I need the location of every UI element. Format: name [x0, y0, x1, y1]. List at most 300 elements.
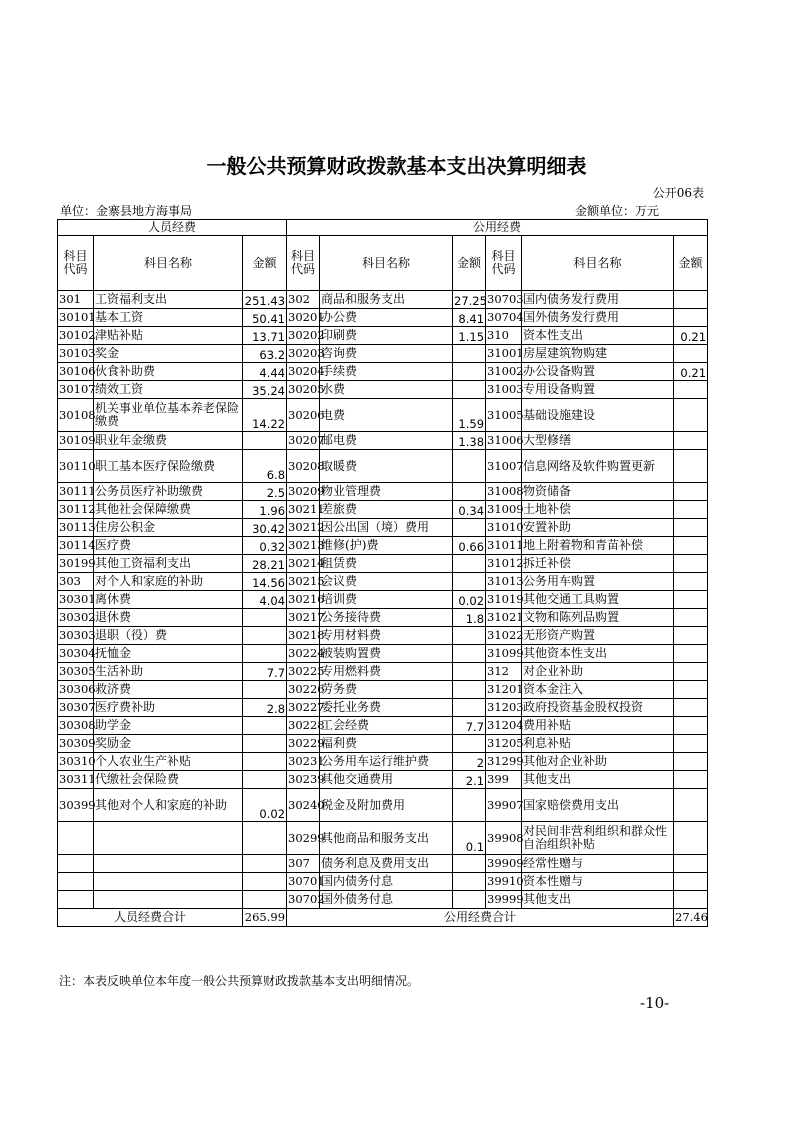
page-title: 一般公共预算财政拨款基本支出决算明细表 [206, 154, 587, 178]
personnel-code: 30304 [58, 645, 94, 663]
amount-header: 金额 [674, 236, 708, 291]
personnel-code: 30307 [58, 699, 94, 717]
unit-label: 单位：金寨县地方海事局 [60, 204, 193, 218]
public-code: 31203 [486, 699, 522, 717]
expense-table [57, 219, 708, 927]
public-amount: 0.21 [674, 327, 708, 345]
public-amount: 1.59 [453, 399, 486, 432]
table-row [58, 735, 708, 753]
personnel-name: 其他社会保障缴费 [94, 501, 243, 519]
public-amount [674, 681, 708, 699]
public-code: 31009 [486, 501, 522, 519]
public-name: 土地补偿 [522, 501, 674, 519]
public-name: 委托业务费 [320, 699, 453, 717]
public-code: 31299 [486, 753, 522, 771]
public-amount [674, 645, 708, 663]
personnel-code: 30109 [58, 432, 94, 450]
table-row [58, 291, 708, 309]
public-code: 30226 [287, 681, 320, 699]
public-name: 对民间非营利组织和群众性自治组织补贴 [522, 822, 674, 855]
public-code: 31008 [486, 483, 522, 501]
table-row [58, 609, 708, 627]
public-amount [674, 822, 708, 855]
public-name: 资本性赠与 [522, 873, 674, 891]
public-amount: 0.34 [453, 501, 486, 519]
personnel-name: 奖金 [94, 345, 243, 363]
public-name: 政府投资基金股权投资 [522, 699, 674, 717]
public-amount [674, 519, 708, 537]
public-code: 31001 [486, 345, 522, 363]
table-row [58, 822, 708, 855]
personnel-amount: 35.24 [243, 381, 287, 399]
personnel-name: 奖励金 [94, 735, 243, 753]
personnel-name: 医疗费补助 [94, 699, 243, 717]
name-header: 科目名称 [94, 236, 243, 291]
personnel-amount [243, 891, 287, 909]
personnel-code: 301 [58, 291, 94, 309]
personnel-code: 30399 [58, 789, 94, 822]
personnel-name: 其他工资福利支出 [94, 555, 243, 573]
personnel-amount: 4.04 [243, 591, 287, 609]
public-name: 差旅费 [320, 501, 453, 519]
public-code: 31201 [486, 681, 522, 699]
public-code: 399 [486, 771, 522, 789]
table-row [58, 483, 708, 501]
name-header: 科目名称 [320, 236, 453, 291]
public-code: 31006 [486, 432, 522, 450]
public-code: 30229 [287, 735, 320, 753]
personnel-amount: 13.71 [243, 327, 287, 345]
public-amount: 0.66 [453, 537, 486, 555]
personnel-code: 30101 [58, 309, 94, 327]
public-amount [674, 873, 708, 891]
personnel-code: 30111 [58, 483, 94, 501]
public-amount [453, 735, 486, 753]
personnel-name: 其他对个人和家庭的补助 [94, 789, 243, 822]
personnel-header: 人员经费 [58, 220, 287, 236]
table-row [58, 873, 708, 891]
public-name: 费用补贴 [522, 717, 674, 735]
personnel-amount: 2.5 [243, 483, 287, 501]
personnel-name [94, 891, 243, 909]
public-code: 30204 [287, 363, 320, 381]
public-name: 其他对企业补助 [522, 753, 674, 771]
public-name: 物业管理费 [320, 483, 453, 501]
public-code: 30703 [486, 291, 522, 309]
personnel-code: 30301 [58, 591, 94, 609]
public-amount [453, 345, 486, 363]
personnel-code [58, 855, 94, 873]
public-code: 30218 [287, 627, 320, 645]
personnel-name [94, 855, 243, 873]
public-code: 30704 [486, 309, 522, 327]
public-name: 文物和陈列品购置 [522, 609, 674, 627]
public-code: 30216 [287, 591, 320, 609]
personnel-amount: 0.02 [243, 789, 287, 822]
money-unit-label: 金额单位：万元 [575, 204, 660, 218]
public-name: 拆迁补偿 [522, 555, 674, 573]
personnel-code: 30108 [58, 399, 94, 432]
personnel-name: 职业年金缴费 [94, 432, 243, 450]
personnel-name: 基本工资 [94, 309, 243, 327]
public-code: 30231 [287, 753, 320, 771]
public-code: 30701 [287, 873, 320, 891]
amount-header: 金额 [243, 236, 287, 291]
public-code: 31099 [486, 645, 522, 663]
public-amount [674, 627, 708, 645]
public-name: 基础设施建设 [522, 399, 674, 432]
personnel-code: 30302 [58, 609, 94, 627]
table-row [58, 327, 708, 345]
public-name: 会议费 [320, 573, 453, 591]
personnel-name: 助学金 [94, 717, 243, 735]
public-name: 其他资本性支出 [522, 645, 674, 663]
public-code: 302 [287, 291, 320, 309]
public-code: 30702 [287, 891, 320, 909]
personnel-name: 住房公积金 [94, 519, 243, 537]
public-code: 307 [287, 855, 320, 873]
public-code: 31204 [486, 717, 522, 735]
personnel-name: 退职（役）费 [94, 627, 243, 645]
public-code: 30201 [287, 309, 320, 327]
public-amount: 2.1 [453, 771, 486, 789]
public-amount: 0.02 [453, 591, 486, 609]
public-name: 专用材料费 [320, 627, 453, 645]
personnel-name: 机关事业单位基本养老保险缴费 [94, 399, 243, 432]
public-code: 39910 [486, 873, 522, 891]
public-amount: 0.1 [453, 822, 486, 855]
public-code: 30213 [287, 537, 320, 555]
code-header: 科目代码 [287, 236, 320, 291]
public-amount: 1.8 [453, 609, 486, 627]
public-code: 30208 [287, 450, 320, 483]
public-name: 公务用车购置 [522, 573, 674, 591]
personnel-amount [243, 645, 287, 663]
personnel-code: 30311 [58, 771, 94, 789]
public-name: 专用燃料费 [320, 663, 453, 681]
public-name: 电费 [320, 399, 453, 432]
public-amount [453, 519, 486, 537]
personnel-code: 30102 [58, 327, 94, 345]
public-amount: 7.7 [453, 717, 486, 735]
public-name: 劳务费 [320, 681, 453, 699]
public-amount: 27.25 [453, 291, 486, 309]
personnel-code: 30110 [58, 450, 94, 483]
public-name: 信息网络及软件购置更新 [522, 450, 674, 483]
table-row [58, 645, 708, 663]
public-code: 30225 [287, 663, 320, 681]
table-row [58, 432, 708, 450]
public-amount [674, 450, 708, 483]
public-name: 无形资产购置 [522, 627, 674, 645]
table-row [58, 381, 708, 399]
personnel-amount: 6.8 [243, 450, 287, 483]
public-amount [674, 309, 708, 327]
public-name: 租赁费 [320, 555, 453, 573]
personnel-name: 公务员医疗补助缴费 [94, 483, 243, 501]
personnel-amount [243, 681, 287, 699]
public-code: 30206 [287, 399, 320, 432]
public-name: 水费 [320, 381, 453, 399]
public-amount [674, 483, 708, 501]
personnel-code: 30114 [58, 537, 94, 555]
personnel-amount: 50.41 [243, 309, 287, 327]
public-name: 经常性赠与 [522, 855, 674, 873]
personnel-code: 30103 [58, 345, 94, 363]
public-name: 邮电费 [320, 432, 453, 450]
table-row [58, 681, 708, 699]
personnel-amount: 1.96 [243, 501, 287, 519]
public-name: 其他支出 [522, 891, 674, 909]
public-amount [674, 291, 708, 309]
public-amount: 8.41 [453, 309, 486, 327]
public-code: 30203 [287, 345, 320, 363]
public-name: 国内债务付息 [320, 873, 453, 891]
public-code: 30209 [287, 483, 320, 501]
table-row [58, 891, 708, 909]
table-row [58, 345, 708, 363]
public-name: 维修(护)费 [320, 537, 453, 555]
personnel-name: 退休费 [94, 609, 243, 627]
personnel-amount [243, 855, 287, 873]
public-name: 印刷费 [320, 327, 453, 345]
form-number: 公开06表 [652, 186, 704, 200]
public-amount [674, 381, 708, 399]
public-name: 资本金注入 [522, 681, 674, 699]
public-code: 39999 [486, 891, 522, 909]
personnel-amount: 7.7 [243, 663, 287, 681]
personnel-name [94, 873, 243, 891]
public-name: 其他交通费用 [320, 771, 453, 789]
public-amount [674, 891, 708, 909]
public-name: 其他商品和服务支出 [320, 822, 453, 855]
public-name: 办公费 [320, 309, 453, 327]
table-row [58, 789, 708, 822]
public-name: 工会经费 [320, 717, 453, 735]
public-name: 国内债务发行费用 [522, 291, 674, 309]
table-row [58, 450, 708, 483]
personnel-amount: 30.42 [243, 519, 287, 537]
table-row [58, 753, 708, 771]
personnel-name: 救济费 [94, 681, 243, 699]
public-amount: 1.15 [453, 327, 486, 345]
public-code: 30227 [287, 699, 320, 717]
public-amount [453, 573, 486, 591]
personnel-name [94, 822, 243, 855]
public-code: 31205 [486, 735, 522, 753]
public-amount [674, 432, 708, 450]
public-code: 310 [486, 327, 522, 345]
personnel-code: 30305 [58, 663, 94, 681]
public-code: 30215 [287, 573, 320, 591]
personnel-amount: 14.56 [243, 573, 287, 591]
footnote: 注：本表反映单位本年度一般公共预算财政拨款基本支出明细情况。 [59, 974, 420, 988]
public-name: 商品和服务支出 [320, 291, 453, 309]
public-name: 大型修缮 [522, 432, 674, 450]
public-name: 债务利息及费用支出 [320, 855, 453, 873]
public-name: 因公出国（境）费用 [320, 519, 453, 537]
public-amount [674, 345, 708, 363]
public-amount [674, 537, 708, 555]
amount-header: 金额 [453, 236, 486, 291]
personnel-amount [243, 822, 287, 855]
public-name: 安置补助 [522, 519, 674, 537]
public-name: 公务接待费 [320, 609, 453, 627]
personnel-name: 医疗费 [94, 537, 243, 555]
public-name: 税金及附加费用 [320, 789, 453, 822]
public-code: 39909 [486, 855, 522, 873]
public-name: 培训费 [320, 591, 453, 609]
public-code: 30224 [287, 645, 320, 663]
public-amount [453, 450, 486, 483]
public-name: 国家赔偿费用支出 [522, 789, 674, 822]
public-name: 对企业补助 [522, 663, 674, 681]
public-name: 手续费 [320, 363, 453, 381]
table-row [58, 363, 708, 381]
personnel-code: 30309 [58, 735, 94, 753]
public-code: 30228 [287, 717, 320, 735]
personnel-code: 30310 [58, 753, 94, 771]
personnel-name: 代缴社会保险费 [94, 771, 243, 789]
public-code: 30205 [287, 381, 320, 399]
personnel-name: 职工基本医疗保险缴费 [94, 450, 243, 483]
personnel-name: 离休费 [94, 591, 243, 609]
public-name: 被装购置费 [320, 645, 453, 663]
public-code: 31007 [486, 450, 522, 483]
personnel-code [58, 891, 94, 909]
public-code: 31013 [486, 573, 522, 591]
public-amount [674, 399, 708, 432]
table-row [58, 501, 708, 519]
public-amount [674, 573, 708, 591]
public-amount [674, 555, 708, 573]
personnel-code: 30107 [58, 381, 94, 399]
public-name: 咨询费 [320, 345, 453, 363]
public-amount [453, 789, 486, 822]
public-name: 福利费 [320, 735, 453, 753]
public-code: 30240 [287, 789, 320, 822]
personnel-code: 30306 [58, 681, 94, 699]
table-row [58, 663, 708, 681]
public-amount [453, 699, 486, 717]
public-amount [453, 663, 486, 681]
public-code: 30207 [287, 432, 320, 450]
personnel-total-value: 265.99 [243, 909, 287, 927]
name-header: 科目名称 [522, 236, 674, 291]
public-code: 39908 [486, 822, 522, 855]
public-code: 31002 [486, 363, 522, 381]
table-row [58, 537, 708, 555]
public-amount [453, 483, 486, 501]
public-amount [453, 381, 486, 399]
public-name: 专用设备购置 [522, 381, 674, 399]
public-name: 取暖费 [320, 450, 453, 483]
public-amount: 1.38 [453, 432, 486, 450]
table-row [58, 309, 708, 327]
public-amount [674, 591, 708, 609]
code-header: 科目代码 [58, 236, 94, 291]
personnel-amount: 0.32 [243, 537, 287, 555]
public-amount [674, 771, 708, 789]
public-amount [674, 609, 708, 627]
public-code: 30299 [287, 822, 320, 855]
personnel-amount [243, 627, 287, 645]
public-code: 30239 [287, 771, 320, 789]
public-name: 资本性支出 [522, 327, 674, 345]
public-amount [674, 735, 708, 753]
public-name: 其他支出 [522, 771, 674, 789]
public-code: 30212 [287, 519, 320, 537]
public-total-label: 公用经费合计 [287, 909, 674, 927]
public-code: 31021 [486, 609, 522, 627]
public-code: 30202 [287, 327, 320, 345]
personnel-name: 生活补助 [94, 663, 243, 681]
public-amount: 2 [453, 753, 486, 771]
public-code: 31003 [486, 381, 522, 399]
public-amount [453, 555, 486, 573]
personnel-name: 津贴补贴 [94, 327, 243, 345]
personnel-name: 工资福利支出 [94, 291, 243, 309]
personnel-code: 30308 [58, 717, 94, 735]
page-number: -10- [640, 994, 670, 1012]
public-name: 物资储备 [522, 483, 674, 501]
personnel-code: 30303 [58, 627, 94, 645]
table-row [58, 519, 708, 537]
code-header: 科目代码 [486, 236, 522, 291]
public-amount [453, 681, 486, 699]
personnel-code: 30112 [58, 501, 94, 519]
public-code: 30214 [287, 555, 320, 573]
personnel-amount: 4.44 [243, 363, 287, 381]
public-name: 利息补贴 [522, 735, 674, 753]
public-code: 312 [486, 663, 522, 681]
personnel-code: 30199 [58, 555, 94, 573]
personnel-amount: 63.2 [243, 345, 287, 363]
personnel-amount [243, 873, 287, 891]
personnel-code: 303 [58, 573, 94, 591]
personnel-amount [243, 753, 287, 771]
public-code: 31019 [486, 591, 522, 609]
personnel-name: 抚恤金 [94, 645, 243, 663]
public-code: 39907 [486, 789, 522, 822]
public-amount [674, 855, 708, 873]
public-code: 31010 [486, 519, 522, 537]
personnel-code: 30106 [58, 363, 94, 381]
personnel-amount: 14.22 [243, 399, 287, 432]
public-amount [674, 753, 708, 771]
table-row [58, 771, 708, 789]
personnel-name: 绩效工资 [94, 381, 243, 399]
table-row [58, 855, 708, 873]
public-amount [674, 699, 708, 717]
public-name: 其他交通工具购置 [522, 591, 674, 609]
public-code: 31005 [486, 399, 522, 432]
personnel-code [58, 873, 94, 891]
public-name: 办公设备购置 [522, 363, 674, 381]
personnel-name: 伙食补助费 [94, 363, 243, 381]
table-row [58, 573, 708, 591]
public-name: 房屋建筑物购建 [522, 345, 674, 363]
public-total-value: 27.46 [674, 909, 708, 927]
public-amount [453, 873, 486, 891]
personnel-amount: 251.43 [243, 291, 287, 309]
public-amount [674, 717, 708, 735]
personnel-amount [243, 609, 287, 627]
personnel-amount: 28.21 [243, 555, 287, 573]
table-row [58, 699, 708, 717]
public-name: 公务用车运行维护费 [320, 753, 453, 771]
public-amount [453, 627, 486, 645]
